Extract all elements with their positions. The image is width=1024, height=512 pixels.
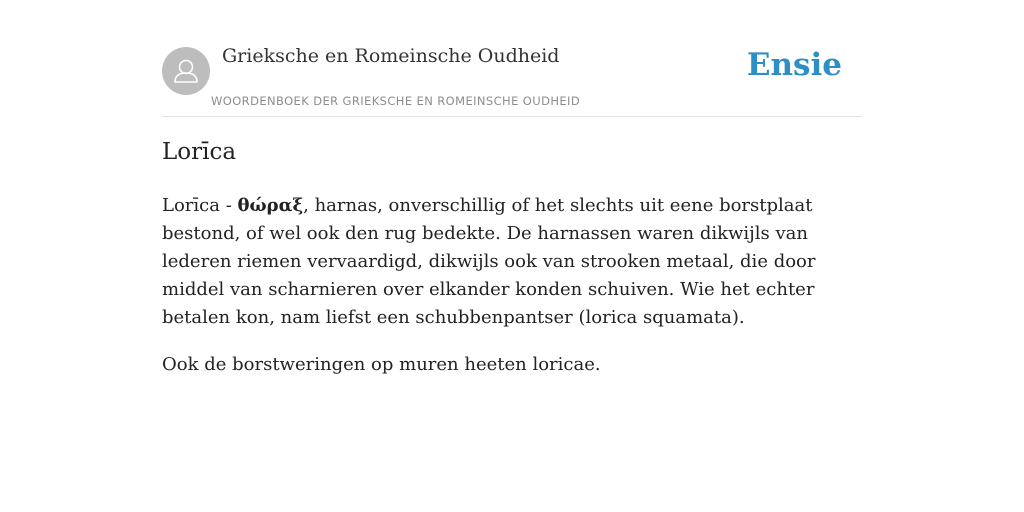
greek-term: θώραξ bbox=[237, 195, 304, 216]
term-separator: - bbox=[219, 195, 238, 216]
page bbox=[162, 0, 862, 375]
definition-paragraph bbox=[162, 192, 862, 332]
entry-body bbox=[162, 192, 862, 398]
source-subtitle: WOORDENBOEK DER GRIEKSCHE EN ROMEINSCHE OUDHEID bbox=[211, 94, 581, 108]
entry-title: Lorīca bbox=[162, 139, 237, 165]
header bbox=[162, 0, 862, 117]
source-title[interactable]: Grieksche en Romeinsche Oudheid bbox=[222, 45, 560, 67]
entry-term: Lorīca bbox=[162, 195, 220, 216]
second-paragraph: Ook de borstweringen op muren heeten loricae. bbox=[162, 354, 601, 375]
definition-text: , harnas, onverschillig of het slechts uit eene borstplaat bestond, of wel ook den rug bedekte. De harnassen waren dikwijls van lederen riemen vervaardigd, dikwijls ook van strooken metaal, die door middel van scharnieren over elkander konden schuiven. Wie het echter betalen kon, nam liefst een schubbenpantser (lorica squamata). bbox=[162, 195, 816, 328]
user-icon[interactable] bbox=[162, 47, 210, 95]
ensie-logo-link[interactable]: Ensie bbox=[746, 47, 842, 83]
